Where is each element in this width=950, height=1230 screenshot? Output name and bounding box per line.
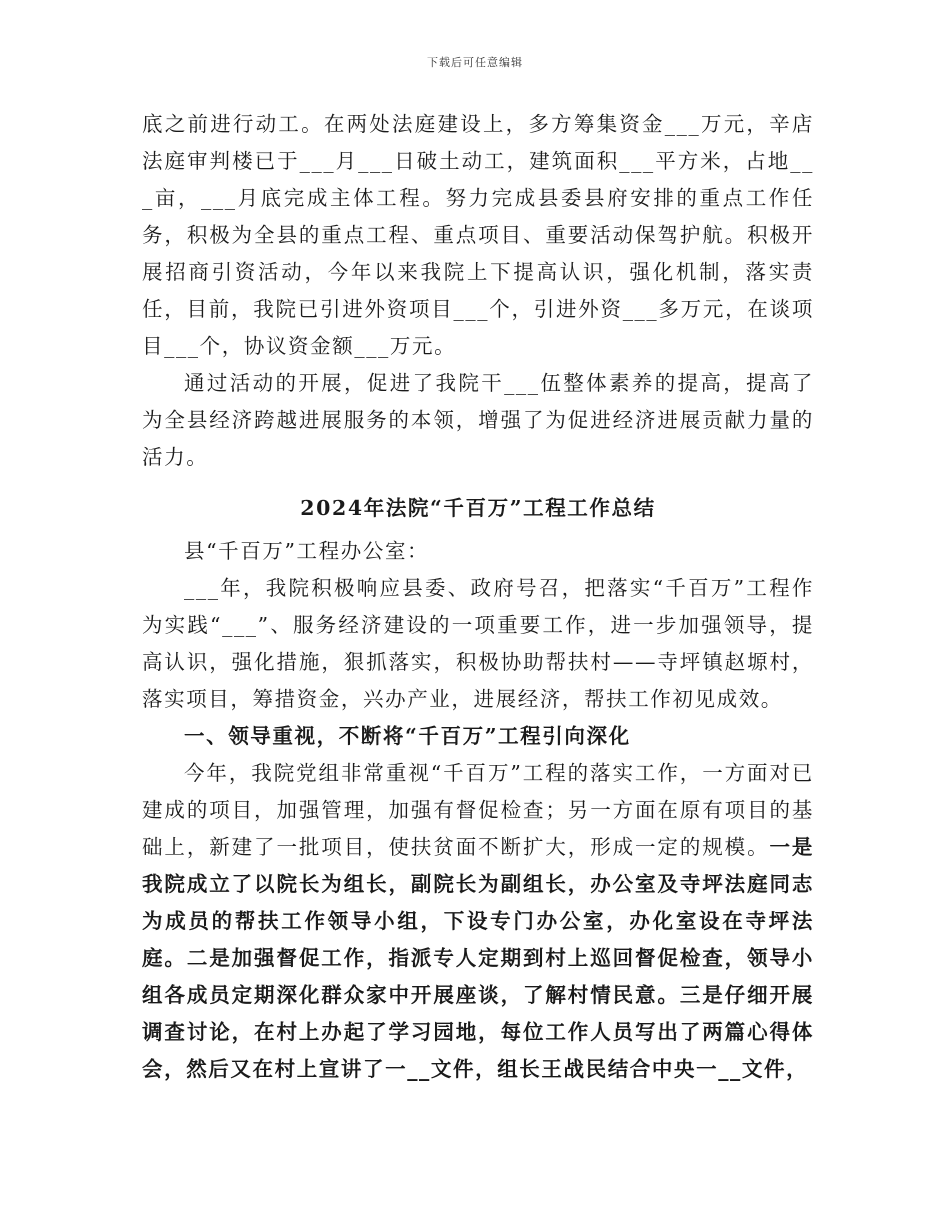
document-title: 2024年法院“千百万”工程工作总结 — [300, 496, 656, 520]
section-heading-1: 一、领导重视，不断将“千百万”工程引向深化 — [184, 724, 631, 748]
page-header-note: 下载后可任意编辑 — [427, 56, 523, 69]
paragraph-section-1 — [142, 755, 814, 1088]
paragraph-continuation: 底之前进行动工。在两处法庭建设上，多方筹集资金___万元，辛店法庭审判楼已于___月___日破土动工，建筑面积___平方米，占地___亩，___月底完成主体工程。努力完成县委县府安排的重点工作任务，积极为全县的重点工程、重点项目、重要活动保驾护航。积极开展招商引资活动，今年以来我院上下提高认识，强化机制，落实责任，目前，我院已引进外资项目___个，引进外资___多万元，在谈项目___个，协议资金额___万元。 — [142, 112, 814, 358]
document-body — [142, 106, 814, 1088]
salutation: 县“千百万”工程办公室： — [184, 539, 430, 563]
paragraph-section-1-bold: 一是我院成立了以院长为组长，副院长为副组长，办公室及寺坪法庭同志为成员的帮扶工作领导小组，下设专门办公室，办化室设在寺坪法庭。二是加强督促工作，指派专人定期到村上巡回督促检查，领导小组各成员定期深化群众家中开展座谈，了解村情民意。三是仔细开展调查讨论，在村上办起了学习园地，每位工作人员写出了两篇心得体会，然后又在村上宣讲了一__文件，组长王战民结合中央一__文件， — [142, 835, 814, 1081]
paragraph-summary: 通过活动的开展，促进了我院干___伍整体素养的提高，提高了为全县经济跨越进展服务的本领，增强了为促进经济进展贡献力量的活力。 — [142, 371, 814, 469]
paragraph-intro: ___年，我院积极响应县委、政府号召，把落实“千百万”工程作为实践“___”、服务经济建设的一项重要工作，进一步加强领导，提高认识，强化措施，狠抓落实，积极协助帮扶村——寺坪镇赵塬村，落实项目，筹措资金，兴办产业，进展经济，帮扶工作初见成效。 — [142, 576, 814, 711]
paragraph-section-1-normal: 今年，我院党组非常重视“千百万”工程的落实工作，一方面对已建成的项目，加强管理，加强有督促检查；另一方面在原有项目的基础上，新建了一批项目，使扶贫面不断扩大，形成一定的规模。 — [142, 761, 814, 859]
